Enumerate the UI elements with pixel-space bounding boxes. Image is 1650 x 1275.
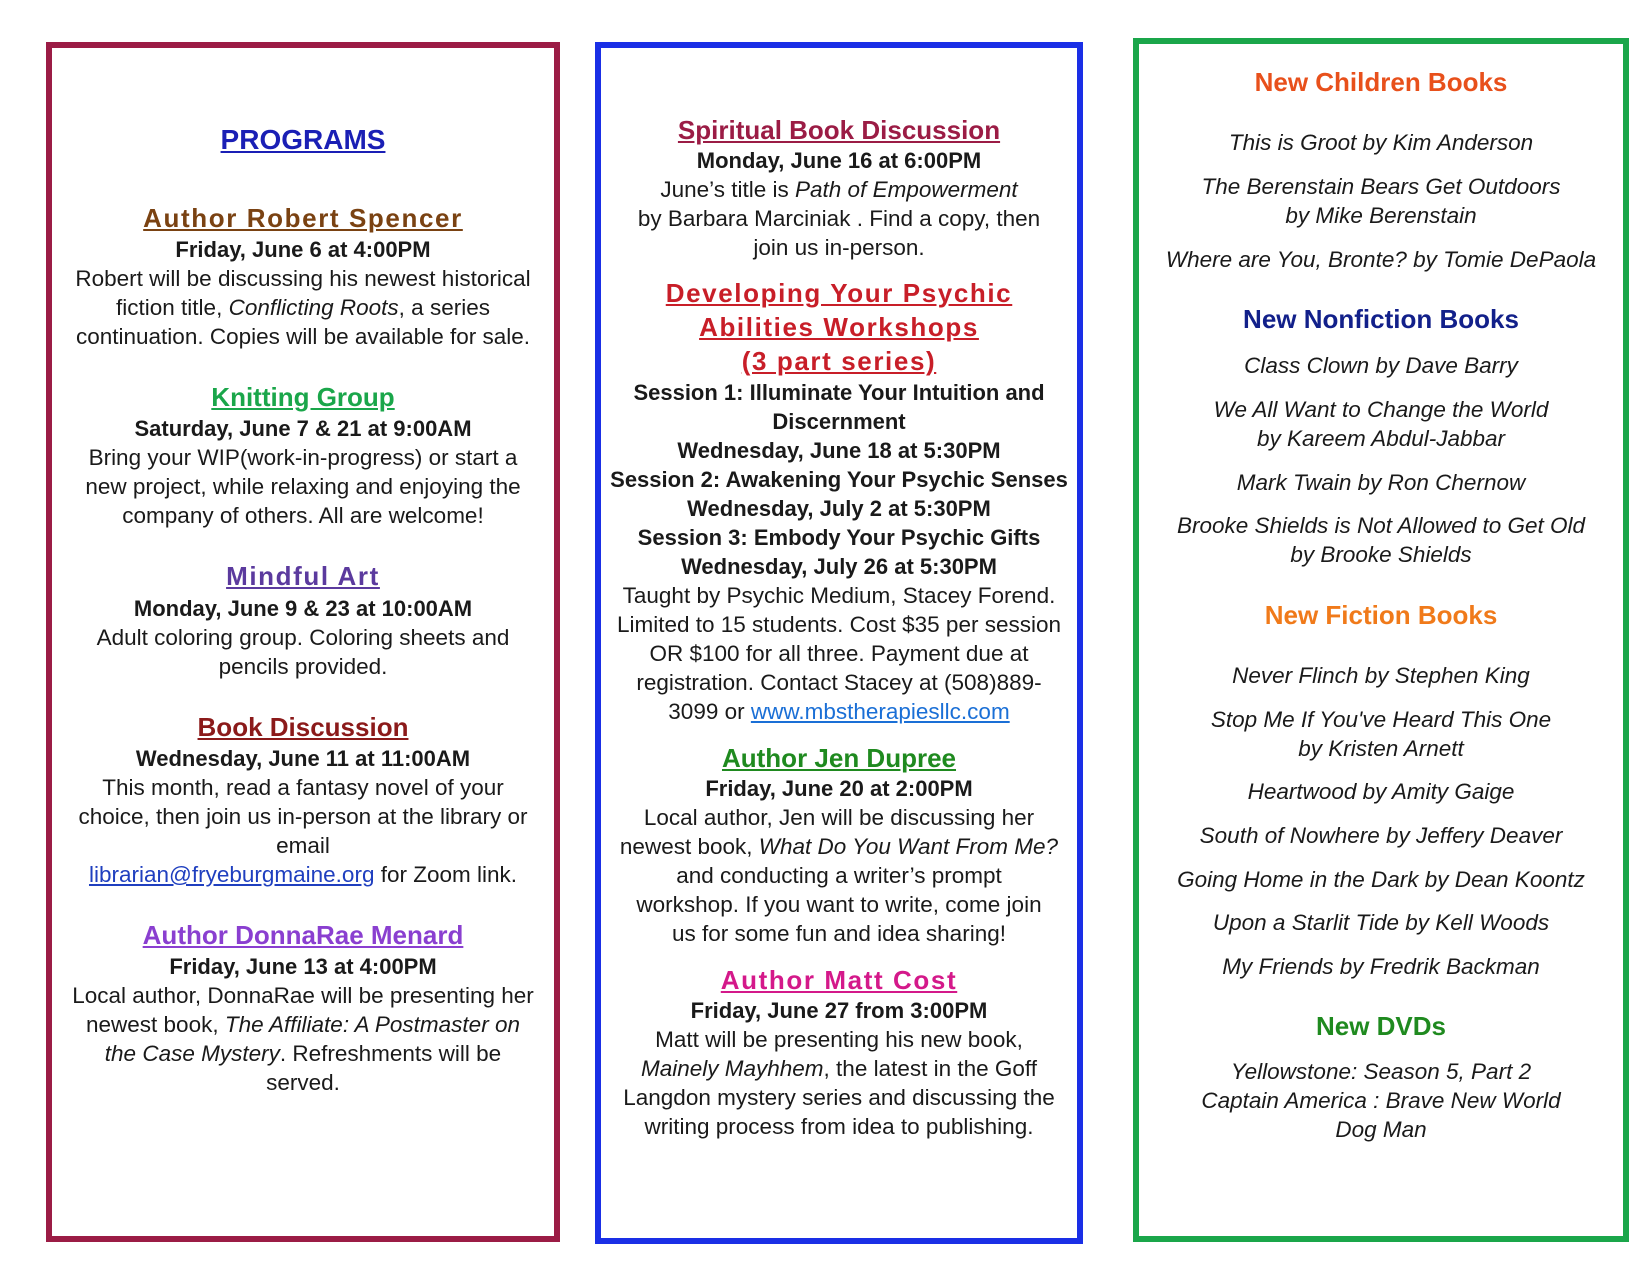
- nonfiction-book-item: Class Clown by Dave Barry: [1244, 353, 1518, 378]
- jen-dupree-desc-5: us for some fun and idea sharing!: [672, 921, 1006, 946]
- psychic-workshop-title-2: Abilities Workshops: [699, 312, 979, 342]
- mbstherapies-website-link[interactable]: www.mbstherapiesllc.com: [750, 699, 1010, 724]
- fiction-book-item: Heartwood by Amity Gaige: [1247, 779, 1515, 804]
- psychic-desc-4: registration. Contact Stacey at (508)889-: [636, 670, 1042, 695]
- librarian-email-link[interactable]: librarian@fryeburgmaine.org: [88, 862, 375, 887]
- book-discussion-desc-4: librarian@fryeburgmaine.org for Zoom link.: [88, 862, 517, 887]
- matt-cost-desc-2: Mainely Mayhhem, the latest in the Goff: [640, 1056, 1038, 1081]
- children-book-item: The Berenstain Bears Get Outdoors: [1201, 174, 1561, 199]
- knitting-group-desc-2: new project, while relaxing and enjoying the: [85, 474, 521, 499]
- book-discussion-desc-3: email: [276, 833, 330, 858]
- programs-heading: PROGRAMS: [220, 124, 386, 155]
- donnarae-menard-desc-1: Local author, DonnaRae will be presenting her: [72, 983, 534, 1008]
- new-dvds-heading: New DVDs: [1315, 1011, 1447, 1041]
- jen-dupree-desc-3: and conducting a writer’s prompt: [676, 863, 1002, 888]
- matt-cost-desc-3: Langdon mystery series and discussing the: [623, 1085, 1055, 1110]
- psychic-desc-3: OR $100 for all three. Payment due at: [649, 641, 1029, 666]
- session-1-title-2: Discernment: [772, 409, 906, 434]
- nonfiction-book-item: We All Want to Change the World: [1213, 397, 1549, 422]
- matt-cost-desc-1: Matt will be presenting his new book,: [655, 1027, 1023, 1052]
- knitting-group-desc-3: company of others. All are welcome!: [122, 503, 484, 528]
- dvd-item: Yellowstone: Season 5, Part 2: [1230, 1059, 1532, 1084]
- programs-panel: [46, 42, 560, 1242]
- dvd-item: Captain America : Brave New World: [1201, 1088, 1561, 1113]
- mindful-art-desc-2: pencils provided.: [218, 654, 388, 679]
- spiritual-book-discussion-desc-3: join us in-person.: [753, 235, 925, 260]
- nonfiction-book-item: Brooke Shields is Not Allowed to Get Old: [1176, 513, 1586, 538]
- knitting-group-title: Knitting Group: [211, 382, 395, 412]
- new-fiction-books-heading: New Fiction Books: [1264, 600, 1498, 630]
- psychic-desc-2: Limited to 15 students. Cost $35 per session: [616, 612, 1061, 637]
- mindful-art-desc-1: Adult coloring group. Coloring sheets and: [96, 625, 510, 650]
- psychic-workshop-title-1: Developing Your Psychic: [665, 278, 1013, 308]
- book-discussion-desc-1: This month, read a fantasy novel of your: [102, 775, 504, 800]
- fiction-book-item: Never Flinch by Stephen King: [1232, 663, 1530, 688]
- session-2-date: Wednesday, July 2 at 5:30PM: [687, 496, 991, 521]
- fiction-book-item: My Friends by Fredrik Backman: [1222, 954, 1540, 979]
- children-book-item: by Mike Berenstain: [1285, 203, 1477, 228]
- programs-panel-2: [595, 42, 1083, 1244]
- session-1-date: Wednesday, June 18 at 5:30PM: [677, 438, 1001, 463]
- jen-dupree-date: Friday, June 20 at 2:00PM: [705, 776, 973, 801]
- jen-dupree-desc-1: Local author, Jen will be discussing her: [643, 805, 1035, 830]
- spiritual-book-discussion-date: Monday, June 16 at 6:00PM: [696, 148, 982, 173]
- fiction-book-item: Upon a Starlit Tide by Kell Woods: [1212, 910, 1550, 935]
- donnarae-menard-desc-2: newest book, The Affiliate: A Postmaster on: [86, 1012, 520, 1037]
- jen-dupree-desc-4: workshop. If you want to write, come join: [636, 892, 1042, 917]
- psychic-desc-5: 3099 or www.mbstherapiesllc.com: [668, 699, 1010, 724]
- robert-spencer-title: Author Robert Spencer: [143, 203, 463, 233]
- book-discussion-date: Wednesday, June 11 at 11:00AM: [135, 746, 471, 771]
- session-2-title: Session 2: Awakening Your Psychic Senses: [610, 467, 1068, 492]
- spiritual-book-discussion-desc-2: by Barbara Marciniak . Find a copy, then: [637, 206, 1041, 231]
- fiction-book-item: South of Nowhere by Jeffery Deaver: [1199, 823, 1563, 848]
- donnarae-menard-desc-4: served.: [266, 1070, 340, 1095]
- new-items-panel: [1133, 38, 1629, 1242]
- spiritual-book-discussion-desc-1: June’s title is Path of Empowerment: [660, 177, 1018, 202]
- robert-spencer-desc-2: fiction title, Conflicting Roots, a series: [116, 295, 490, 320]
- matt-cost-desc-4: writing process from idea to publishing.: [644, 1114, 1034, 1139]
- nonfiction-book-item: by Kareem Abdul-Jabbar: [1256, 426, 1506, 451]
- spiritual-book-discussion-title: Spiritual Book Discussion: [677, 115, 1001, 145]
- donnarae-menard-desc-3: the Case Mystery. Refreshments will be: [104, 1041, 502, 1066]
- psychic-desc-1: Taught by Psychic Medium, Stacey Forend.: [622, 583, 1056, 608]
- new-nonfiction-books-heading: New Nonfiction Books: [1243, 304, 1519, 334]
- knitting-group-desc-1: Bring your WIP(work-in-progress) or start a: [88, 445, 518, 470]
- book-discussion-title: Book Discussion: [197, 712, 409, 742]
- fiction-book-item: Going Home in the Dark by Dean Koontz: [1177, 867, 1585, 892]
- matt-cost-date: Friday, June 27 from 3:00PM: [690, 998, 988, 1023]
- session-3-date: Wednesday, July 26 at 5:30PM: [681, 554, 997, 579]
- children-book-item: This is Groot by Kim Anderson: [1228, 130, 1534, 155]
- children-book-item: Where are You, Bronte? by Tomie DePaola: [1165, 247, 1597, 272]
- book-discussion-desc-2: choice, then join us in-person at the library or: [78, 804, 528, 829]
- session-3-title: Session 3: Embody Your Psychic Gifts: [637, 525, 1041, 550]
- fiction-book-item: by Kristen Arnett: [1298, 736, 1464, 761]
- nonfiction-book-item: Mark Twain by Ron Chernow: [1236, 470, 1526, 495]
- donnarae-menard-title: Author DonnaRae Menard: [142, 920, 464, 950]
- matt-cost-title: Author Matt Cost: [720, 965, 958, 995]
- donnarae-menard-date: Friday, June 13 at 4:00PM: [169, 954, 437, 979]
- fiction-book-item: Stop Me If You've Heard This One: [1210, 707, 1552, 732]
- dvd-item: Dog Man: [1335, 1117, 1427, 1142]
- robert-spencer-desc-3: continuation. Copies will be available for sale.: [75, 324, 530, 349]
- knitting-group-date: Saturday, June 7 & 21 at 9:00AM: [134, 416, 472, 441]
- nonfiction-book-item: by Brooke Shields: [1290, 542, 1472, 567]
- mindful-art-date: Monday, June 9 & 23 at 10:00AM: [133, 596, 473, 621]
- jen-dupree-title: Author Jen Dupree: [721, 743, 957, 773]
- robert-spencer-date: Friday, June 6 at 4:00PM: [175, 237, 431, 262]
- jen-dupree-desc-2: newest book, What Do You Want From Me?: [619, 834, 1059, 859]
- mindful-art-title: Mindful Art: [226, 561, 380, 591]
- psychic-workshop-title-3: (3 part series): [741, 346, 937, 376]
- new-children-books-heading: New Children Books: [1254, 67, 1508, 97]
- robert-spencer-desc-1: Robert will be discussing his newest historical: [75, 266, 531, 291]
- session-1-title-1: Session 1: Illuminate Your Intuition and: [633, 380, 1045, 405]
